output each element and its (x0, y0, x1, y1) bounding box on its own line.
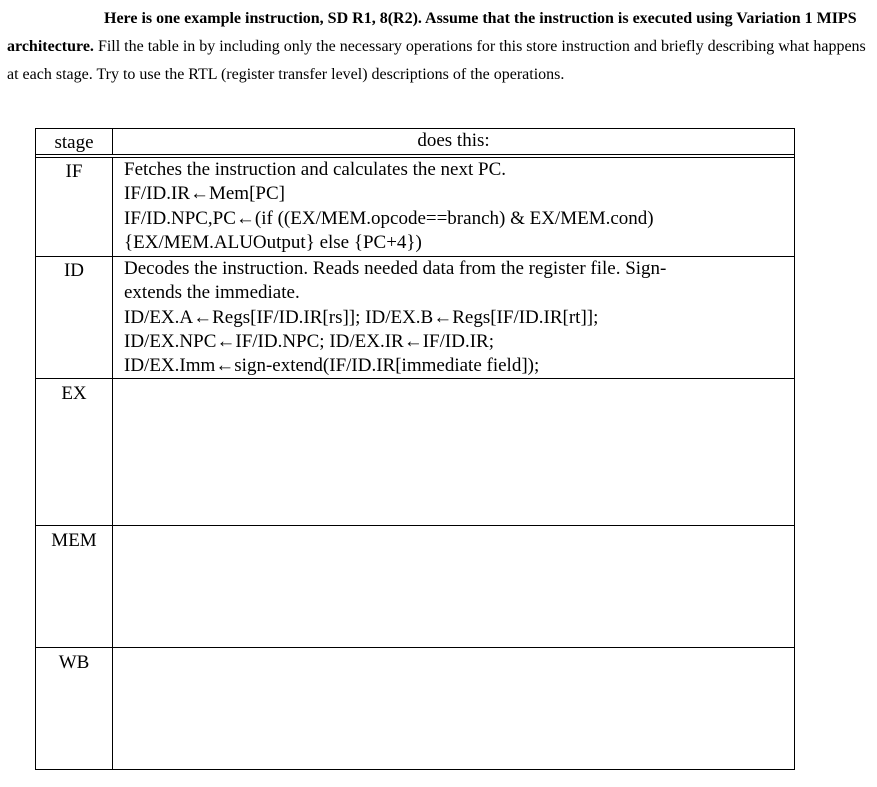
desc-line: IF/ID.IR←Mem[PC] (124, 183, 285, 205)
desc-cell-if[interactable] (113, 158, 794, 256)
stage-cell-ex (36, 379, 113, 525)
instructions-bold-text: Here is one example instruction, SD R1, 8(R2). Assume that the instruction is executed using Variation 1 MIPS architecture. (7, 10, 857, 55)
table-row-wb (36, 648, 794, 770)
desc-line: ID/EX.NPC←IF/ID.NPC; ID/EX.IR←IF/ID.IR; (124, 330, 494, 352)
table-row-id (36, 257, 794, 379)
stage-cell-if (36, 158, 113, 256)
stage-label-ex: EX (61, 383, 87, 404)
desc-cell-id[interactable] (113, 257, 794, 378)
desc-line: Decodes the instruction. Reads needed data from the register file. Sign- (124, 258, 667, 279)
header-stage-cell (36, 129, 113, 154)
header-desc-cell (113, 129, 794, 154)
stage-label-wb: WB (58, 652, 90, 673)
desc-line: IF/ID.NPC,PC←(if ((EX/MEM.opcode==branch) & EX/MEM.cond) (124, 207, 654, 229)
stage-cell-wb (36, 648, 113, 770)
table-row-mem (36, 526, 794, 648)
table-header-row (36, 129, 794, 154)
desc-line: extends the immediate. (124, 282, 300, 304)
stage-label-id: ID (63, 260, 85, 281)
pipeline-stage-table (35, 128, 795, 770)
desc-cell-wb[interactable] (113, 648, 794, 770)
header-desc-label: does this: (417, 130, 490, 151)
instructions-paragraph (7, 5, 869, 89)
stage-cell-mem (36, 526, 113, 647)
stage-label-mem: MEM (51, 530, 97, 551)
table-row-if (36, 158, 794, 257)
instructions-text: Fill the table in by including only the necessary operations for this store instruction and briefly describing what happens at each stage. Try to use the RTL (register transfer level) descriptions of the operations. (7, 38, 866, 83)
desc-line: ID/EX.A←Regs[IF/ID.IR[rs]]; ID/EX.B←Regs[IF/ID.IR[rt]]; (124, 306, 599, 328)
desc-cell-ex[interactable] (113, 379, 794, 525)
stage-cell-id (36, 257, 113, 378)
stage-label-if: IF (65, 161, 83, 182)
desc-line: ID/EX.Imm←sign-extend(IF/ID.IR[immediate field]); (124, 355, 540, 377)
desc-line: {EX/MEM.ALUOutput} else {PC+4}) (124, 231, 422, 253)
desc-cell-mem[interactable] (113, 526, 794, 647)
header-stage-label: stage (54, 132, 94, 153)
desc-line: Fetches the instruction and calculates the next PC. (124, 159, 507, 180)
table-row-ex (36, 379, 794, 526)
